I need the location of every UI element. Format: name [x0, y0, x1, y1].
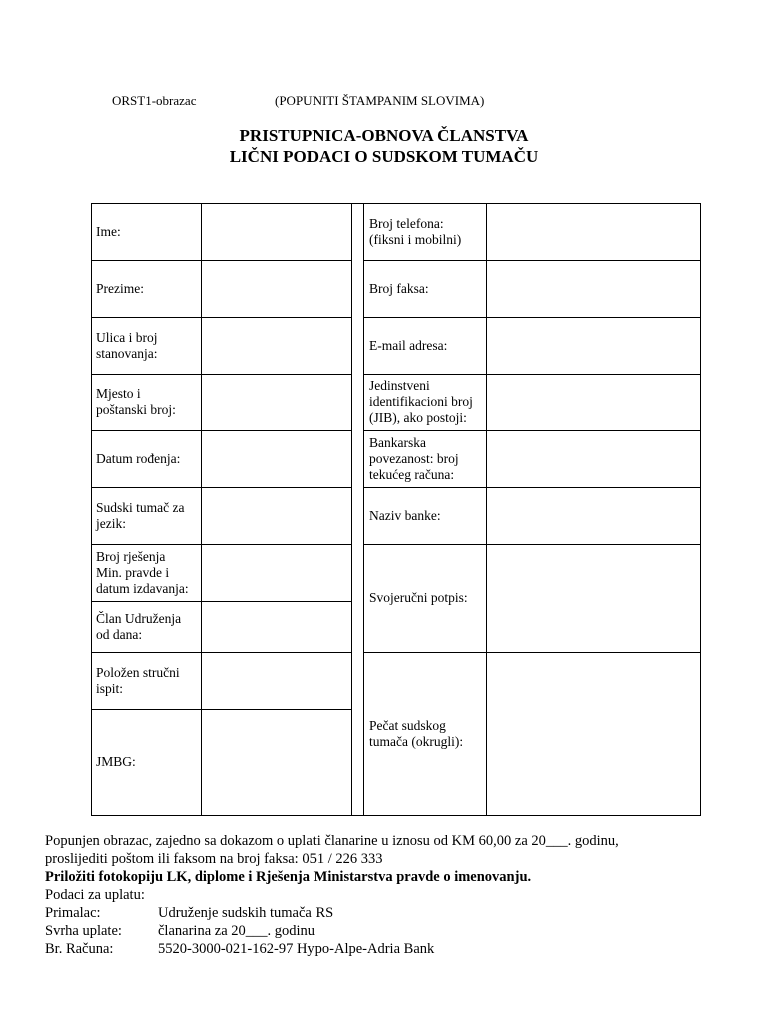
potpis-field[interactable]	[487, 545, 700, 652]
ime-field[interactable]	[202, 204, 351, 260]
sudski-tumac-label: Sudski tumač za jezik:	[96, 499, 185, 531]
broj-rjesenja-label: Broj rješenja Min. pravde i datum izdavanja:	[96, 548, 189, 596]
potpis-label: Svojeručni potpis:	[369, 590, 468, 605]
payment-instructions	[45, 832, 745, 958]
form-code: ORST1-obrazac	[112, 93, 197, 108]
email-field[interactable]	[487, 318, 700, 374]
ime-label: Ime:	[96, 223, 121, 239]
telefon-field[interactable]	[487, 204, 700, 260]
prezime-label: Prezime:	[96, 280, 144, 296]
faks-label: Broj faksa:	[369, 280, 429, 296]
sudski-tumac-field[interactable]	[202, 488, 351, 544]
bankarska-povezanost-label: Bankarska povezanost: broj tekućeg računa:	[369, 434, 459, 482]
pecat-field[interactable]	[487, 653, 700, 815]
jib-label: Jedinstveni identifikacioni broj (JIB), ako postoji:	[369, 378, 473, 425]
strucni-ispit-label: Položen stručni ispit:	[96, 664, 180, 696]
telefon-label: Broj telefona: (fiksni i mobilni)	[369, 215, 462, 247]
ulica-label: Ulica i broj stanovanja:	[96, 329, 158, 361]
mjesto-field[interactable]	[202, 375, 351, 430]
instructions-line-1: Popunjen obrazac, zajedno sa dokazom o uplati članarine u iznosu od KM 60,00 za 20___. godinu,	[45, 833, 619, 849]
jib-field[interactable]	[487, 375, 700, 430]
prezime-field[interactable]	[202, 261, 351, 317]
strucni-ispit-field[interactable]	[202, 653, 351, 709]
mjesto-label: Mjesto i poštanski broj:	[96, 386, 176, 417]
clan-udruzenja-field[interactable]	[202, 602, 351, 652]
faks-field[interactable]	[487, 261, 700, 317]
broj-rjesenja-field[interactable]	[202, 545, 351, 601]
primalac-value: Udruženje sudskih tumača RS	[158, 905, 334, 921]
naziv-banke-field[interactable]	[487, 488, 700, 544]
jmbg-field[interactable]	[202, 710, 351, 815]
datum-rodjenja-field[interactable]	[202, 431, 351, 487]
datum-rodjenja-label: Datum rođenja:	[96, 450, 181, 466]
tekuci-racun-field[interactable]	[487, 431, 700, 487]
clan-udruzenja-label: Član Udruženja od dana:	[96, 610, 182, 642]
racun-value: 5520-3000-021-162-97 Hypo-Alpe-Adria Bank	[158, 941, 435, 957]
jmbg-label: JMBG:	[96, 754, 136, 769]
personal-data-form	[91, 203, 701, 816]
svrha-label: Svrha uplate:	[45, 923, 122, 939]
racun-row	[45, 940, 745, 958]
svrha-value: članarina za 20___. godinu	[158, 923, 316, 939]
ulica-field[interactable]	[202, 318, 351, 374]
primalac-row	[45, 904, 745, 922]
fill-instruction: (POPUNITI ŠTAMPANIM SLOVIMA)	[275, 93, 485, 108]
form-subtitle: LIČNI PODACI O SUDSKOM TUMAČU	[229, 147, 539, 166]
email-label: E-mail adresa:	[369, 337, 448, 353]
pecat-label: Pečat sudskog tumača (okrugli):	[369, 717, 464, 749]
primalac-label: Primalac:	[45, 905, 101, 921]
payment-heading: Podaci za uplatu:	[45, 887, 145, 903]
racun-label: Br. Računa:	[45, 941, 114, 957]
form-title: PRISTUPNICA-OBNOVA ČLANSTVA	[239, 126, 529, 145]
svrha-row	[45, 922, 745, 940]
attachments-note: Priložiti fotokopiju LK, diplome i Rješenja Ministarstva pravde o imenovanju.	[45, 869, 532, 885]
naziv-banke-label: Naziv banke:	[369, 507, 441, 523]
instructions-line-2: proslijediti poštom ili faksom na broj faksa: 051 / 226 333	[45, 851, 383, 867]
